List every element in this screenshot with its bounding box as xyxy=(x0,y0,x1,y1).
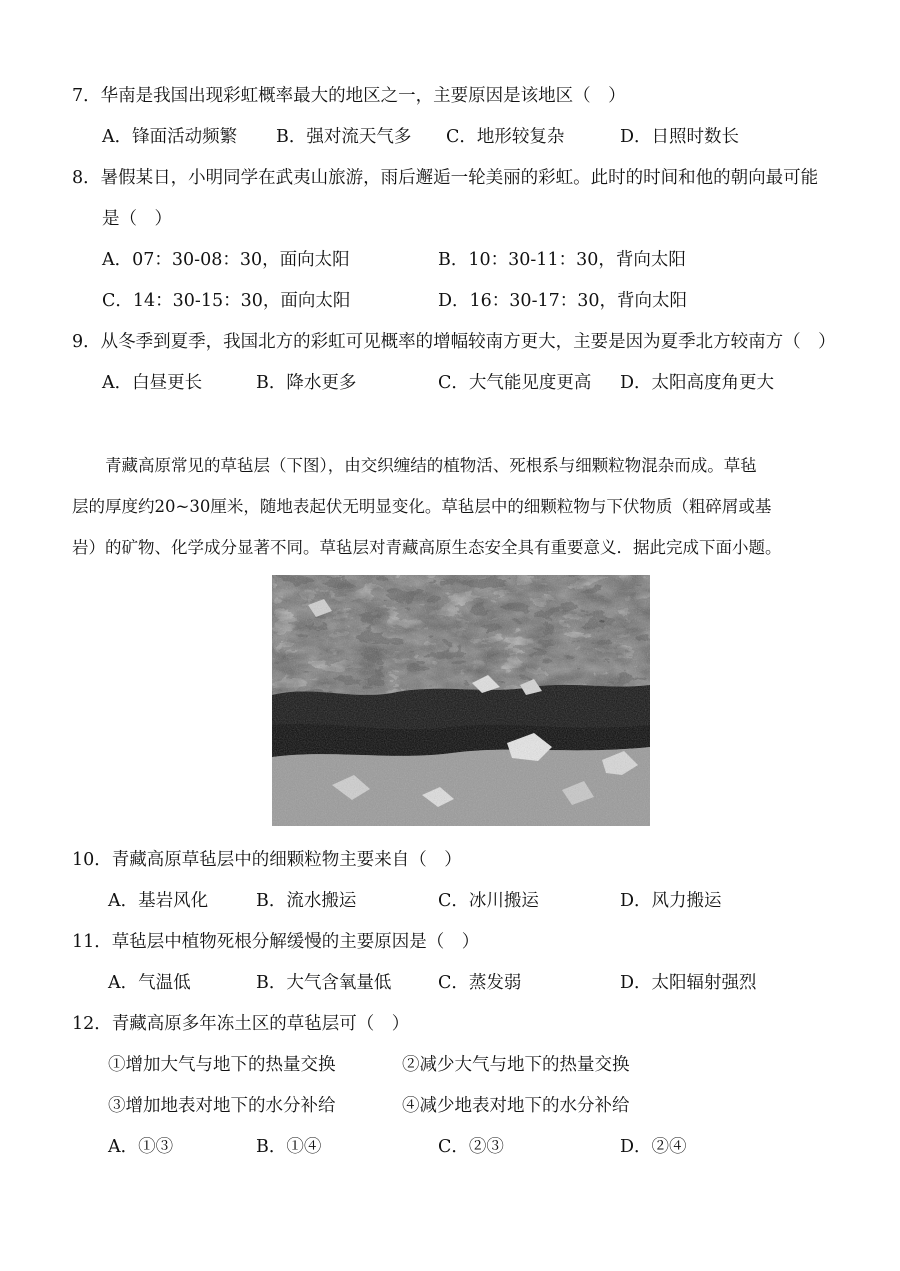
question-9-option-a: A．白昼更长 xyxy=(102,373,203,393)
question-7-option-c: C．地形较复杂 xyxy=(446,127,565,147)
question-9-option-c: C．大气能见度更高 xyxy=(438,373,592,393)
question-8-option-c: C．14：30-15：30，面向太阳 xyxy=(102,291,351,311)
question-10-option-a: A．基岩风化 xyxy=(108,891,209,911)
question-12-option-d: D．②④ xyxy=(620,1137,687,1157)
question-12-statement-3: ③增加地表对地下的水分补给 xyxy=(108,1096,336,1116)
question-7-option-d: D．日照时数长 xyxy=(620,127,740,147)
question-7-stem: 7．华南是我国出现彩虹概率最大的地区之一，主要原因是该地区（ ） xyxy=(72,86,626,106)
question-8-option-d: D．16：30-17：30，背向太阳 xyxy=(438,291,688,311)
question-11-option-b: B．大气含氧量低 xyxy=(256,973,392,993)
question-8-option-a: A．07：30-08：30，面向太阳 xyxy=(102,250,350,270)
question-12-statement-4: ④减少地表对地下的水分补给 xyxy=(402,1096,630,1116)
question-8-stem: 8．暑假某日，小明同学在武夷山旅游，雨后邂逅一轮美丽的彩虹。此时的时间和他的朝向最可能 xyxy=(72,168,819,188)
grass-mat-layer-photo xyxy=(272,575,650,826)
passage-line-2: 层的厚度约20~30厘米，随地表起伏无明显变化。草毡层中的细颗粒物与下伏物质（粗碎屑或基 xyxy=(72,497,772,516)
question-7-option-a: A．锋面活动频繁 xyxy=(102,127,238,147)
question-12-option-b: B．①④ xyxy=(256,1137,322,1157)
question-8-stem-continued: 是（ ） xyxy=(102,209,172,229)
question-11-option-c: C．蒸发弱 xyxy=(438,973,522,993)
question-12-statement-2: ②减少大气与地下的热量交换 xyxy=(402,1055,630,1075)
question-7-option-b: B．强对流天气多 xyxy=(276,127,412,147)
question-11-option-a: A．气温低 xyxy=(108,973,191,993)
question-11-stem: 11．草毡层中植物死根分解缓慢的主要原因是（ ） xyxy=(72,932,480,952)
question-10-option-b: B．流水搬运 xyxy=(256,891,357,911)
question-12-statement-1: ①增加大气与地下的热量交换 xyxy=(108,1055,336,1075)
question-8-option-b: B．10：30-11：30，背向太阳 xyxy=(438,250,686,270)
question-11-option-d: D．太阳辐射强烈 xyxy=(620,973,757,993)
passage-line-1: 青藏高原常见的草毡层（下图），由交织缠结的植物活、死根系与细颗粒物混杂而成。草毡 xyxy=(72,456,757,475)
question-9-option-b: B．降水更多 xyxy=(256,373,357,393)
question-12-stem: 12．青藏高原多年冻土区的草毡层可（ ） xyxy=(72,1014,410,1034)
question-9-option-d: D．太阳高度角更大 xyxy=(620,373,775,393)
question-12-option-c: C．②③ xyxy=(438,1137,504,1157)
question-10-option-c: C．冰川搬运 xyxy=(438,891,539,911)
question-10-stem: 10．青藏高原草毡层中的细颗粒物主要来自（ ） xyxy=(72,850,462,870)
question-12-option-a: A．①③ xyxy=(108,1137,174,1157)
question-9-stem: 9．从冬季到夏季，我国北方的彩虹可见概率的增幅较南方更大，主要是因为夏季北方较南方（ ） xyxy=(72,332,836,352)
passage-line-3: 岩）的矿物、化学成分显著不同。草毡层对青藏高原生态安全具有重要意义．据此完成下面小题。 xyxy=(72,538,782,557)
question-10-option-d: D．风力搬运 xyxy=(620,891,722,911)
